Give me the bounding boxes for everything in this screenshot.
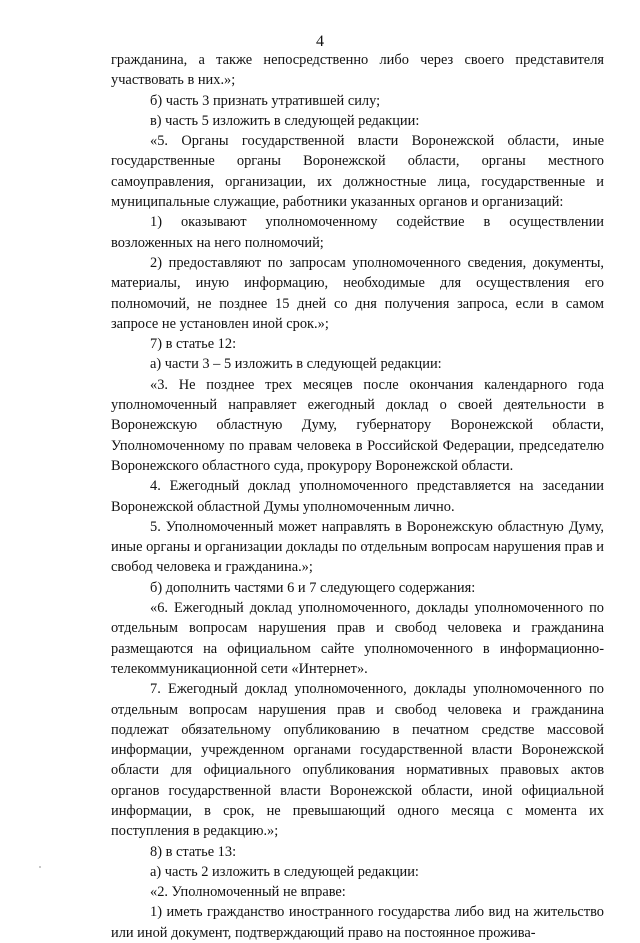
paragraph: «6. Ежегодный доклад уполномоченного, доклады уполномоченного по отдельным вопросам нарушения прав и свобод человека и гражданина размещаются на официальном сайте уполномоченного в информационно-телекоммуникационной сети «Интернет». <box>111 600 604 677</box>
paragraph: 4. Ежегодный доклад уполномоченного представляется на заседании Воронежской областной Думы уполномоченным лично. <box>111 478 604 515</box>
page-number: 4 <box>316 33 324 50</box>
paragraph: «5. Органы государственной власти Воронежской области, иные государственные органы Воронежской области, органы местного самоуправления, организации, их должностные лица, государственные и муниципальные служащие, работники указанных органов и организаций: <box>111 133 604 211</box>
paragraph: 1) оказывают уполномоченному содействие в осуществлении возложенных на него полномочий; <box>111 214 604 251</box>
scan-artifact <box>39 866 41 868</box>
paragraph: 7. Ежегодный доклад уполномоченного, доклады уполномоченного по отдельным вопросам нарушения прав и свобод человека и гражданина подлежат обязательному опубликованию в печатном средстве массовой информации, учрежденном органами государственной власти Воронежской области для официального опубликования нормативных правовых актов органов государственной власти Воронежской области, иной официальной информации, в срок, не превышающий одного месяца с момента их поступления в редакцию.»; <box>111 681 604 840</box>
paragraph: а) части 3 – 5 изложить в следующей редакции: <box>150 356 442 373</box>
paragraph: «3. Не позднее трех месяцев после окончания календарного года уполномоченный направляет ежегодный доклад о своей деятельности в Воронежскую областную Думу, губернатору Воронежской области, Уполномоченному по правам человека в Российской Федерации, председателю Воронежского областного суда, прокурору Воронежской области. <box>111 376 604 474</box>
paragraph: а) часть 2 изложить в следующей редакции: <box>150 863 419 880</box>
paragraph: б) дополнить частями 6 и 7 следующего содержания: <box>150 579 476 596</box>
paragraph: б) часть 3 признать утратившей силу; <box>150 92 381 109</box>
paragraph: гражданина, а также непосредственно либо через своего представителя участвовать в них.»; <box>111 52 604 89</box>
paragraph: 2) предоставляют по запросам уполномоченного сведения, документы, материалы, иную информацию, необходимые для осуществления его полномочий, не позднее 15 дней со дня получения запроса, если в самом запросе не установлен иной срок.»; <box>111 254 604 332</box>
paragraph: 1) иметь гражданство иностранного государства либо вид на жительство или иной документ, подтверждающий право на постоянное прожива- <box>111 904 604 941</box>
paragraph: 7) в статье 12: <box>150 336 237 353</box>
paragraph: 5. Уполномоченный может направлять в Воронежскую областную Думу, иные органы и организации доклады по отдельным вопросам нарушения прав и свобод человека и гражданина.»; <box>111 518 604 576</box>
document-body <box>111 50 604 943</box>
paragraph: 8) в статье 13: <box>150 843 237 860</box>
paragraph: «2. Уполномоченный не вправе: <box>150 884 346 901</box>
paragraph: в) часть 5 изложить в следующей редакции: <box>150 112 420 129</box>
